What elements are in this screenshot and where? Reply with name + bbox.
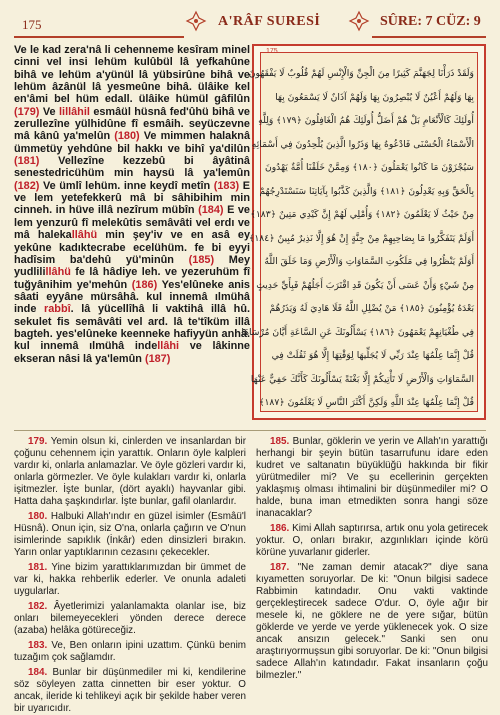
arabic-line: فِي طُغْيَانِهِمْ يَعْمَهُونَ ﴿١٨٦﴾ يَسْأَلُونَكَ عَنِ السَّاعَةِ أَيَّانَ مُرْسَاهَا [241, 326, 474, 338]
sure-cuz-label: SÛRE: 7 CÜZ: 9 [380, 14, 481, 29]
text-segment: Ve le kad zera'nâ li cehenneme kesîram minel cinni vel insi lehüm kulûbül lâ yefkahûne bihâ ve lehüm a'yünül lâ yübsirûne bihâ ve lehüm âzânül lâ yesmeûne bihâ. ülâike kel en'âmi bel hüm edall. ülâike hümül gâfilûn [14, 44, 250, 106]
verse-paragraph [14, 511, 246, 559]
verse-number: 187. [270, 562, 290, 573]
text-segment: Vellezîne kezzebû bi âyâtinâ senestedricühüm min haysü lâ ya'lemûn [14, 155, 250, 180]
text-segment: . lâ yücellîhâ li vaktihâ illâ hû. sekulet fis semâvâti vel ard. lâ te'tîküm illâ bagteh. yes'elûneke keenneke hafiyyün anhâ. kul innemâ ılmühâ inde [14, 303, 251, 353]
verse-text: "Ne zaman demir atacak?" diye sana kıyametten soruyorlar. De ki: "Onun bilgisi sadece Rabbimin katındadır. Onu vakti vaktinde gerçekleştirecek sadece O'dur. O, öyle ağır bir mesele ki, ne göklere ne de yere sığar, bütün göklerde ve yerde ve yerde yüklenecek yok. O size ancak ansızın gelecek." Sanki sen onu araştırıyormuşsun gibi soruyorlar. De ki: "Onun bilgisi sadece Allah'ın katındadır. Fakat insanların çoğu bilmezler." [256, 562, 488, 681]
ornament-icon [185, 10, 207, 32]
verse-text: Âyetlerimizi yalanlamakta olanlar ise, biz onları bilemeyecekleri yönden derece derece (azaba) helâka götüreceğiz. [14, 601, 246, 636]
arabic-line: بِالْحَقِّ وَبِهِ يَعْدِلُونَ ﴿١٨١﴾ وَالَّذِينَ كَذَّبُوا بِآيَاتِنَا سَنَسْتَدْرِجُهُمْ [259, 185, 474, 197]
sura-title: A'RÂF SURESİ [218, 14, 321, 29]
text-segment: ve lâkinne ekseran nâsi lâ ya'lemûn [14, 340, 250, 365]
text-segment: E ve lem yetefekkerû mâ bi sâhibihim min cinneh. in hüve illâ nezîrum mübîn [14, 179, 250, 217]
arabic-line: بِهَا وَلَهُمْ أَعْيُنٌ لَا يُبْصِرُونَ بِهَا وَلَهُمْ آذَانٌ لَا يَسْمَعُونَ بِهَا [275, 91, 474, 103]
verse-paragraph [14, 436, 246, 508]
translation-column-right [256, 436, 488, 691]
transliteration-text [14, 44, 250, 365]
arabic-panel [241, 44, 486, 420]
verse-number: 181. [28, 562, 48, 573]
section-divider [14, 430, 486, 431]
page-header [0, 0, 500, 42]
arabic-line: أَوَلَمْ يَتَفَكَّرُوا مَا بِصَاحِبِهِمْ مِنْ جِنَّةٍ إِنْ هُوَ إِلَّا نَذِيرٌ مُبِينٌ ﴿١٨٤﴾ [248, 232, 474, 244]
text-segment: Yes'elûneke anis sâati eyyâne mürsâhâ. kul innemâ ılmühâ inde [14, 278, 250, 316]
highlighted-segment: (181) [14, 155, 40, 168]
text-segment: Mey yudlili [14, 253, 250, 279]
text-segment: E ve lem yenzurû fî melekûtis semâvâti vel erdı ve mâ haleka [14, 204, 250, 242]
arabic-line: السَّمَاوَاتِ وَالْأَرْضِ لَا تَأْتِيكُمْ إِلَّا بَغْتَةً يَسْأَلُونَكَ كَأَنَّكَ حَفِيٌّ عَنْهَا [250, 373, 474, 385]
text-segment: Ve ümlî lehüm. inne keydî metîn [39, 179, 214, 192]
text-segment: esmâül hüsnâ fed'ûhü bihâ ve zerullezîne yülhidûne fî esmâih. seyüczevne mâ kânû ya'melûn [14, 105, 250, 143]
highlighted-segment: llâhi [157, 340, 180, 353]
verse-paragraph [14, 601, 246, 637]
verse-text: Bunlar, göklerin ve yerin ve Allah'ın yarattığı herhangi bir şeyin bütün tasarrufunu idare eden kudret ve saltanatın büyüklüğü hakkında bir fikir yürütmediler mi? Ve şu ecellerinin gerçekten yaklaşmış olması ihtimalini bir düşünmediler mi? O halde, buna iman etmedikten sonra hangi söze inanacaklar? [256, 436, 488, 519]
verse-paragraph [14, 640, 246, 664]
header-rule [14, 36, 184, 38]
highlighted-segment: rabbî [44, 303, 71, 316]
arabic-line: الْأَسْمَاءُ الْحُسْنَى فَادْعُوهُ بِهَا وَذَرُوا الَّذِينَ يُلْحِدُونَ فِي أَسْمَائِهِ [251, 138, 474, 150]
verse-number: 184. [28, 667, 48, 678]
highlighted-segment: (179) [14, 105, 40, 118]
highlighted-segment: (186) [131, 278, 158, 291]
highlighted-segment: (180) [114, 130, 140, 143]
arabic-line: أَوَلَمْ يَنْظُرُوا فِي مَلَكُوتِ السَّمَاوَاتِ وَالْأَرْضِ وَمَا خَلَقَ اللَّهُ [264, 256, 474, 267]
transliteration-column [14, 44, 250, 418]
translation-column-left [14, 436, 246, 714]
verse-text: Yine bizim yarattıklarımızdan bir ümmet de var ki, hakka rehberlik ederler. Ve onunla adaleti uygularlar. [14, 562, 246, 597]
highlighted-segment: (183) [213, 179, 240, 192]
highlighted-segment: lillâhil [59, 105, 90, 118]
verse-paragraph [14, 667, 246, 715]
verse-text: Bunlar bir düşünmediler mi ki, kendilerine söz söyleyen zatta cinnetten bir eser yoktur. O ancak, ileride ki tehlikeyi açık bir şekilde haber veren bir uyarıcıdır. [14, 667, 246, 714]
arabic-line: بَعْدَهُ يُؤْمِنُونَ ﴿١٨٥﴾ مَنْ يُضْلِلِ اللَّهُ فَلَا هَادِيَ لَهُ وَيَذَرُهُمْ [269, 303, 474, 314]
verse-number: 180. [28, 511, 48, 522]
text-segment: Ve mimmen halaknâ ümmetüy yehdûne bil hakkı ve bihî ya'dilûn [14, 130, 250, 155]
page-number: 175 [22, 17, 42, 32]
text-segment: min şey'iv ve en asâ ey yekûne kadıktecrabe ecelühüm. fe bi eyyi hadîsim ba'dehû yü'minûn [14, 229, 250, 266]
verse-text: Kimi Allah saptırırsa, artık onu yola getirecek yoktur. O, onları bırakır, azgınlıkları içinde körü körüne yuvarlanır giderler. [256, 523, 488, 558]
header-rule [372, 36, 486, 38]
highlighted-segment: llâhü [71, 229, 98, 242]
verse-text: Halbuki Allah'ındır en güzel isimler (Esmâü'l Hüsnâ). Onun için, siz O'na, onlarla çağırın ve O'nun isimlerinde sapıklık (İnkâr) eden dinsizleri bırakın. Yarın onlar yaptıklarının cezasını çekecekler. [14, 511, 246, 558]
arabic-line: مِنْ حَيْثُ لَا يَعْلَمُونَ ﴿١٨٢﴾ وَأُمْلِي لَهُمْ إِنَّ كَيْدِي مَتِينٌ ﴿١٨٣﴾ [250, 209, 474, 220]
verse-paragraph [14, 562, 246, 598]
text-segment: Ve [39, 105, 60, 118]
highlighted-segment: (185) [188, 253, 215, 266]
verse-text: Yemin olsun ki, cinlerden ve insanlardan bir çoğunu cehennem için yarattık. Onların öyle kalpleri vardır ki, onlarla anlamazlar. Ve öyle gözleri vardır ki, onlarla görmezler. Ve öyle kulakları vardır ki, onlarla işitmezler. İşte bunlar, (dört ayaklı) hayvanlar gibi. Hatta daha şaşkındırlar. İşte bunlar, gafil olanlardır. [14, 436, 246, 507]
arabic-line: وَلَقَدْ ذَرَأْنَا لِجَهَنَّمَ كَثِيرًا مِنَ الْجِنِّ وَالْإِنْسِ لَهُمْ قُلُوبٌ لَا يَفْقَهُونَ [248, 68, 474, 79]
arabic-text [241, 62, 474, 415]
panel-page-tag: 175 [266, 48, 278, 55]
verse-number: 185. [270, 436, 290, 447]
verse-paragraph [256, 562, 488, 682]
verse-number: 186. [270, 523, 290, 534]
verse-number: 179. [28, 436, 48, 447]
highlighted-segment: llâhü [45, 266, 71, 279]
arabic-line: مِنْ شَيْءٍ وَأَنْ عَسَى أَنْ يَكُونَ قَدِ اقْتَرَبَ أَجَلُهُمْ فَبِأَيِّ حَدِيثٍ [256, 279, 474, 291]
verse-text: Ve, Ben onların ipini uzattım. Çünkü benim tuzağım çok sağlamdır. [14, 640, 246, 663]
highlighted-segment: (182) [14, 179, 40, 192]
verse-paragraph [256, 523, 488, 559]
highlighted-segment: (184) [198, 204, 224, 217]
arabic-line: سَيُجْزَوْنَ مَا كَانُوا يَعْمَلُونَ ﴿١٨٠﴾ وَمِمَّنْ خَلَقْنَا أُمَّةٌ يَهْدُونَ [265, 162, 474, 173]
highlighted-segment: (187) [144, 352, 171, 365]
arabic-line: قُلْ إِنَّمَا عِلْمُهَا عِنْدَ اللَّهِ وَلَكِنَّ أَكْثَرَ النَّاسِ لَا يَعْلَمُونَ ﴿١٨٧﴾ [259, 397, 474, 408]
verse-paragraph [256, 436, 488, 520]
text-segment: fe lâ hâdiye leh. ve yezeruhüm fî tuğyânihim ye'mehûn [14, 266, 250, 291]
verse-number: 182. [28, 601, 48, 612]
arabic-line: قُلْ إِنَّمَا عِلْمُهَا عِنْدَ رَبِّي لَا يُجَلِّيهَا لِوَقْتِهَا إِلَّا هُوَ ثَقُلَتْ فِي [271, 350, 474, 361]
arabic-line: أُولَئِكَ كَالْأَنْعَامِ بَلْ هُمْ أَضَلُّ أُولَئِكَ هُمُ الْغَافِلُونَ ﴿١٧٩﴾ وَلِلَّهِ [258, 115, 474, 126]
verse-number: 183. [28, 640, 48, 651]
ornament-icon [348, 10, 370, 32]
